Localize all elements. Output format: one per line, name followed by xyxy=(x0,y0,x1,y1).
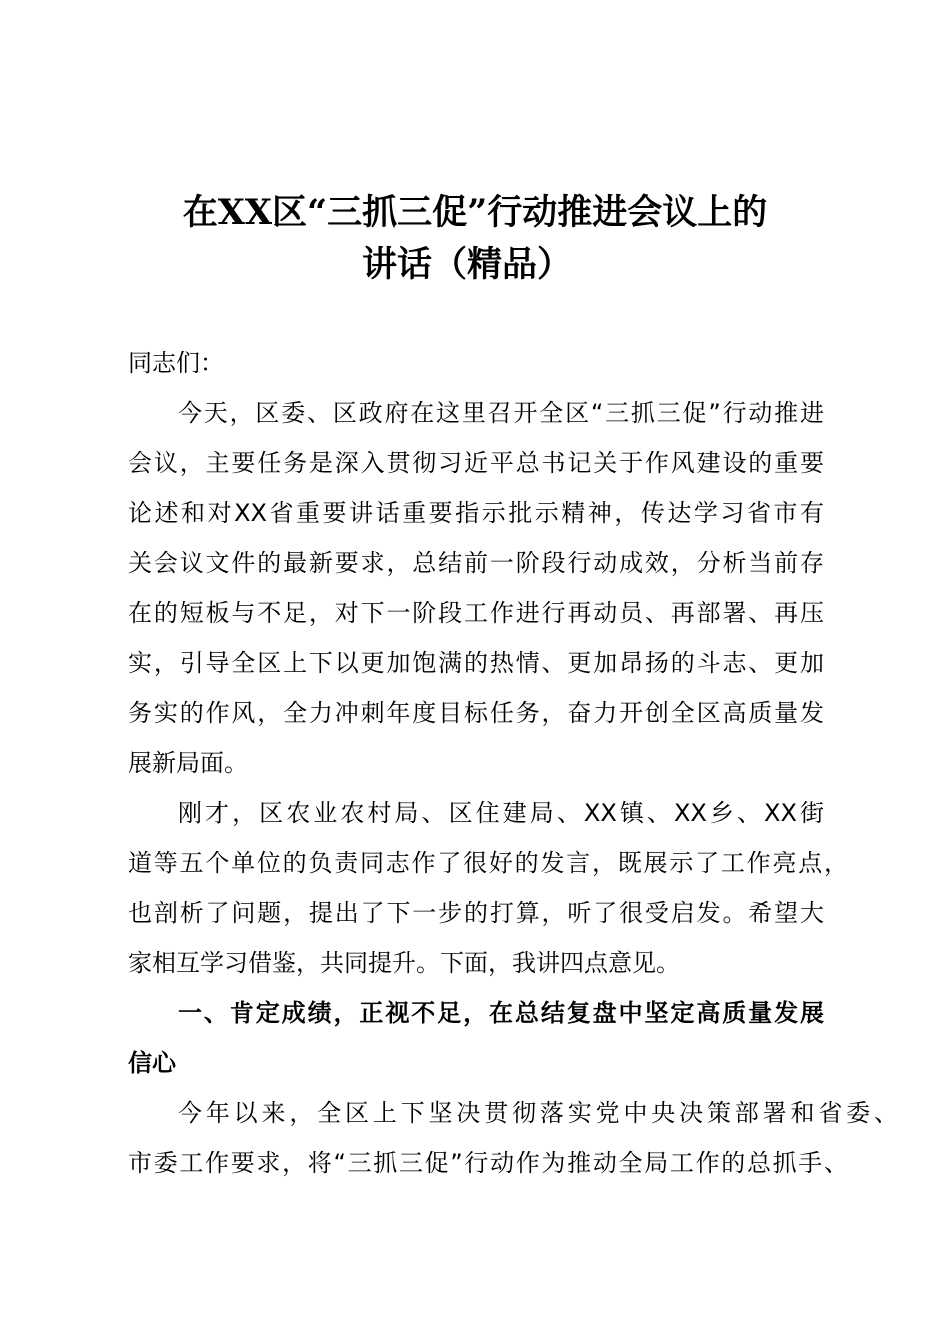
paragraph-line: 论述和对XX省重要讲话重要指示批示精神，传达学习省市有 xyxy=(128,499,824,527)
paragraph-line: 务实的作风，全力冲刺年度目标任务，奋力开创全区高质量发 xyxy=(128,699,824,727)
paragraph-line: 今年以来，全区上下坚决贯彻落实党中央决策部署和省委、 xyxy=(178,1099,898,1127)
paragraph-line: 今天，区委、区政府在这里召开全区“三抓三促”行动推进 xyxy=(178,399,824,427)
paragraph-line: 道等五个单位的负责同志作了很好的发言，既展示了工作亮点， xyxy=(128,849,848,877)
paragraph-line: 实，引导全区上下以更加饱满的热情、更加昂扬的斗志、更加 xyxy=(128,649,824,677)
paragraph-line: 会议，主要任务是深入贯彻习近平总书记关于作风建设的重要 xyxy=(128,449,824,477)
salutation: 同志们： xyxy=(128,349,224,377)
paragraph-line: 在的短板与不足，对下一阶段工作进行再动员、再部署、再压 xyxy=(128,599,824,627)
paragraph-line: 关会议文件的最新要求，总结前一阶段行动成效，分析当前存 xyxy=(128,549,824,577)
paragraph-line: 展新局面。 xyxy=(128,749,248,777)
paragraph-line: 市委工作要求，将“三抓三促”行动作为推动全局工作的总抓手、 xyxy=(128,1149,848,1177)
paragraph-line: 也剖析了问题，提出了下一步的打算，听了很受启发。希望大 xyxy=(128,899,824,927)
document-title-line-1: 在XX区“三抓三促”行动推进会议上的 xyxy=(182,192,768,233)
paragraph-line: 家相互学习借鉴，共同提升。下面，我讲四点意见。 xyxy=(128,949,680,977)
paragraph-line: 刚才，区农业农村局、区住建局、XX镇、XX乡、XX街 xyxy=(178,799,824,827)
section-heading-line: 信心 xyxy=(128,1049,176,1077)
document-body xyxy=(128,338,898,1188)
document-title-line-2: 讲话（精品） xyxy=(361,244,572,285)
section-heading-line: 一、肯定成绩，正视不足，在总结复盘中坚定高质量发展 xyxy=(178,999,824,1027)
